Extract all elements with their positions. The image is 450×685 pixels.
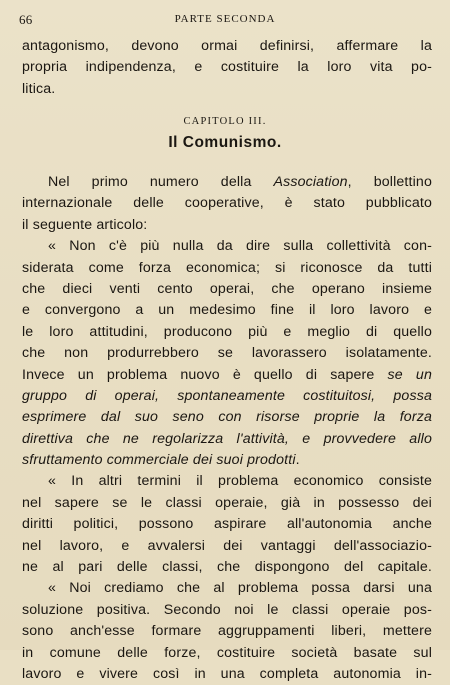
text-line: litica. — [22, 80, 56, 97]
text-line: il seguente articolo: — [22, 216, 148, 233]
text-line — [22, 365, 432, 386]
text-line: che non produrrebbero se lavorassero isolatamente. — [22, 345, 432, 362]
text-line: gruppo di operai, spontaneamente costituitosi, possa — [22, 387, 432, 404]
text-line: diritti politici, possono aspirare all'autonomia anche — [22, 516, 432, 533]
text-run: , bollettino — [347, 174, 432, 190]
text-run-italic: se un — [387, 366, 432, 383]
text-run-italic: sfruttamento commerciale dei suoi prodotti — [22, 452, 296, 469]
text-line: sono anch'esse formare aggruppamenti liberi, mettere — [22, 623, 432, 640]
running-head: PARTE SECONDA — [174, 13, 276, 25]
text-line: lavoro e vivere così in una completa autonomia in- — [22, 665, 432, 682]
text-line — [22, 172, 432, 193]
chapter-label: CAPITOLO III. — [183, 116, 267, 127]
text-line: « Noi crediamo che al problema possa darsi una — [48, 580, 432, 597]
text-line: propria indipendenza, e costituire la loro vita po- — [22, 59, 432, 76]
chapter-body — [22, 172, 432, 685]
text-run-italic: Association — [273, 174, 348, 190]
text-line: che dieci venti cento operai, che operano insieme — [22, 280, 432, 297]
opening-paragraph — [22, 36, 432, 100]
text-line: antagonismo, devono ormai definirsi, affermare la — [22, 38, 432, 54]
text-line: internazionale delle cooperative, è stato pubblicato — [22, 195, 432, 212]
text-line: nel sapere se le classi operaie, già in possesso dei — [22, 494, 432, 511]
text-line — [22, 450, 432, 471]
text-run: Nel primo numero della — [48, 174, 274, 190]
text-run: . — [295, 452, 300, 469]
text-line: in comune delle forze, costituire società basate sul — [22, 644, 432, 661]
text-line: esprimere dal suo seno con risorse proprie la forza — [22, 409, 432, 426]
text-line: direttiva che ne regolarizza l'attività, e provvedere allo — [22, 430, 432, 447]
text-line: e convergono a un medesimo fine il loro lavoro e — [22, 302, 432, 319]
text-line: soluzione positiva. Secondo noi le classi operaie pos- — [22, 601, 432, 618]
text-line: le loro attitudini, producono più e meglio di quello — [22, 323, 432, 340]
page-number: 66 — [19, 12, 33, 27]
text-line: ne al pari delle classi, che dispongono del capitale. — [22, 559, 432, 576]
text-run: Invece un problema nuovo è quello di sapere — [22, 366, 388, 383]
page-header — [0, 12, 450, 28]
text-line: nel lavoro, e avvalersi dei vantaggi dell'associazio- — [22, 537, 432, 554]
text-line: siderata come forza economica; si riconosce da tutti — [22, 259, 432, 276]
text-line: « Non c'è più nulla da dire sulla collettività con- — [48, 238, 432, 255]
text-line: « In altri termini il problema economico consiste — [48, 473, 432, 490]
chapter-title: Il Comunismo. — [168, 134, 282, 151]
